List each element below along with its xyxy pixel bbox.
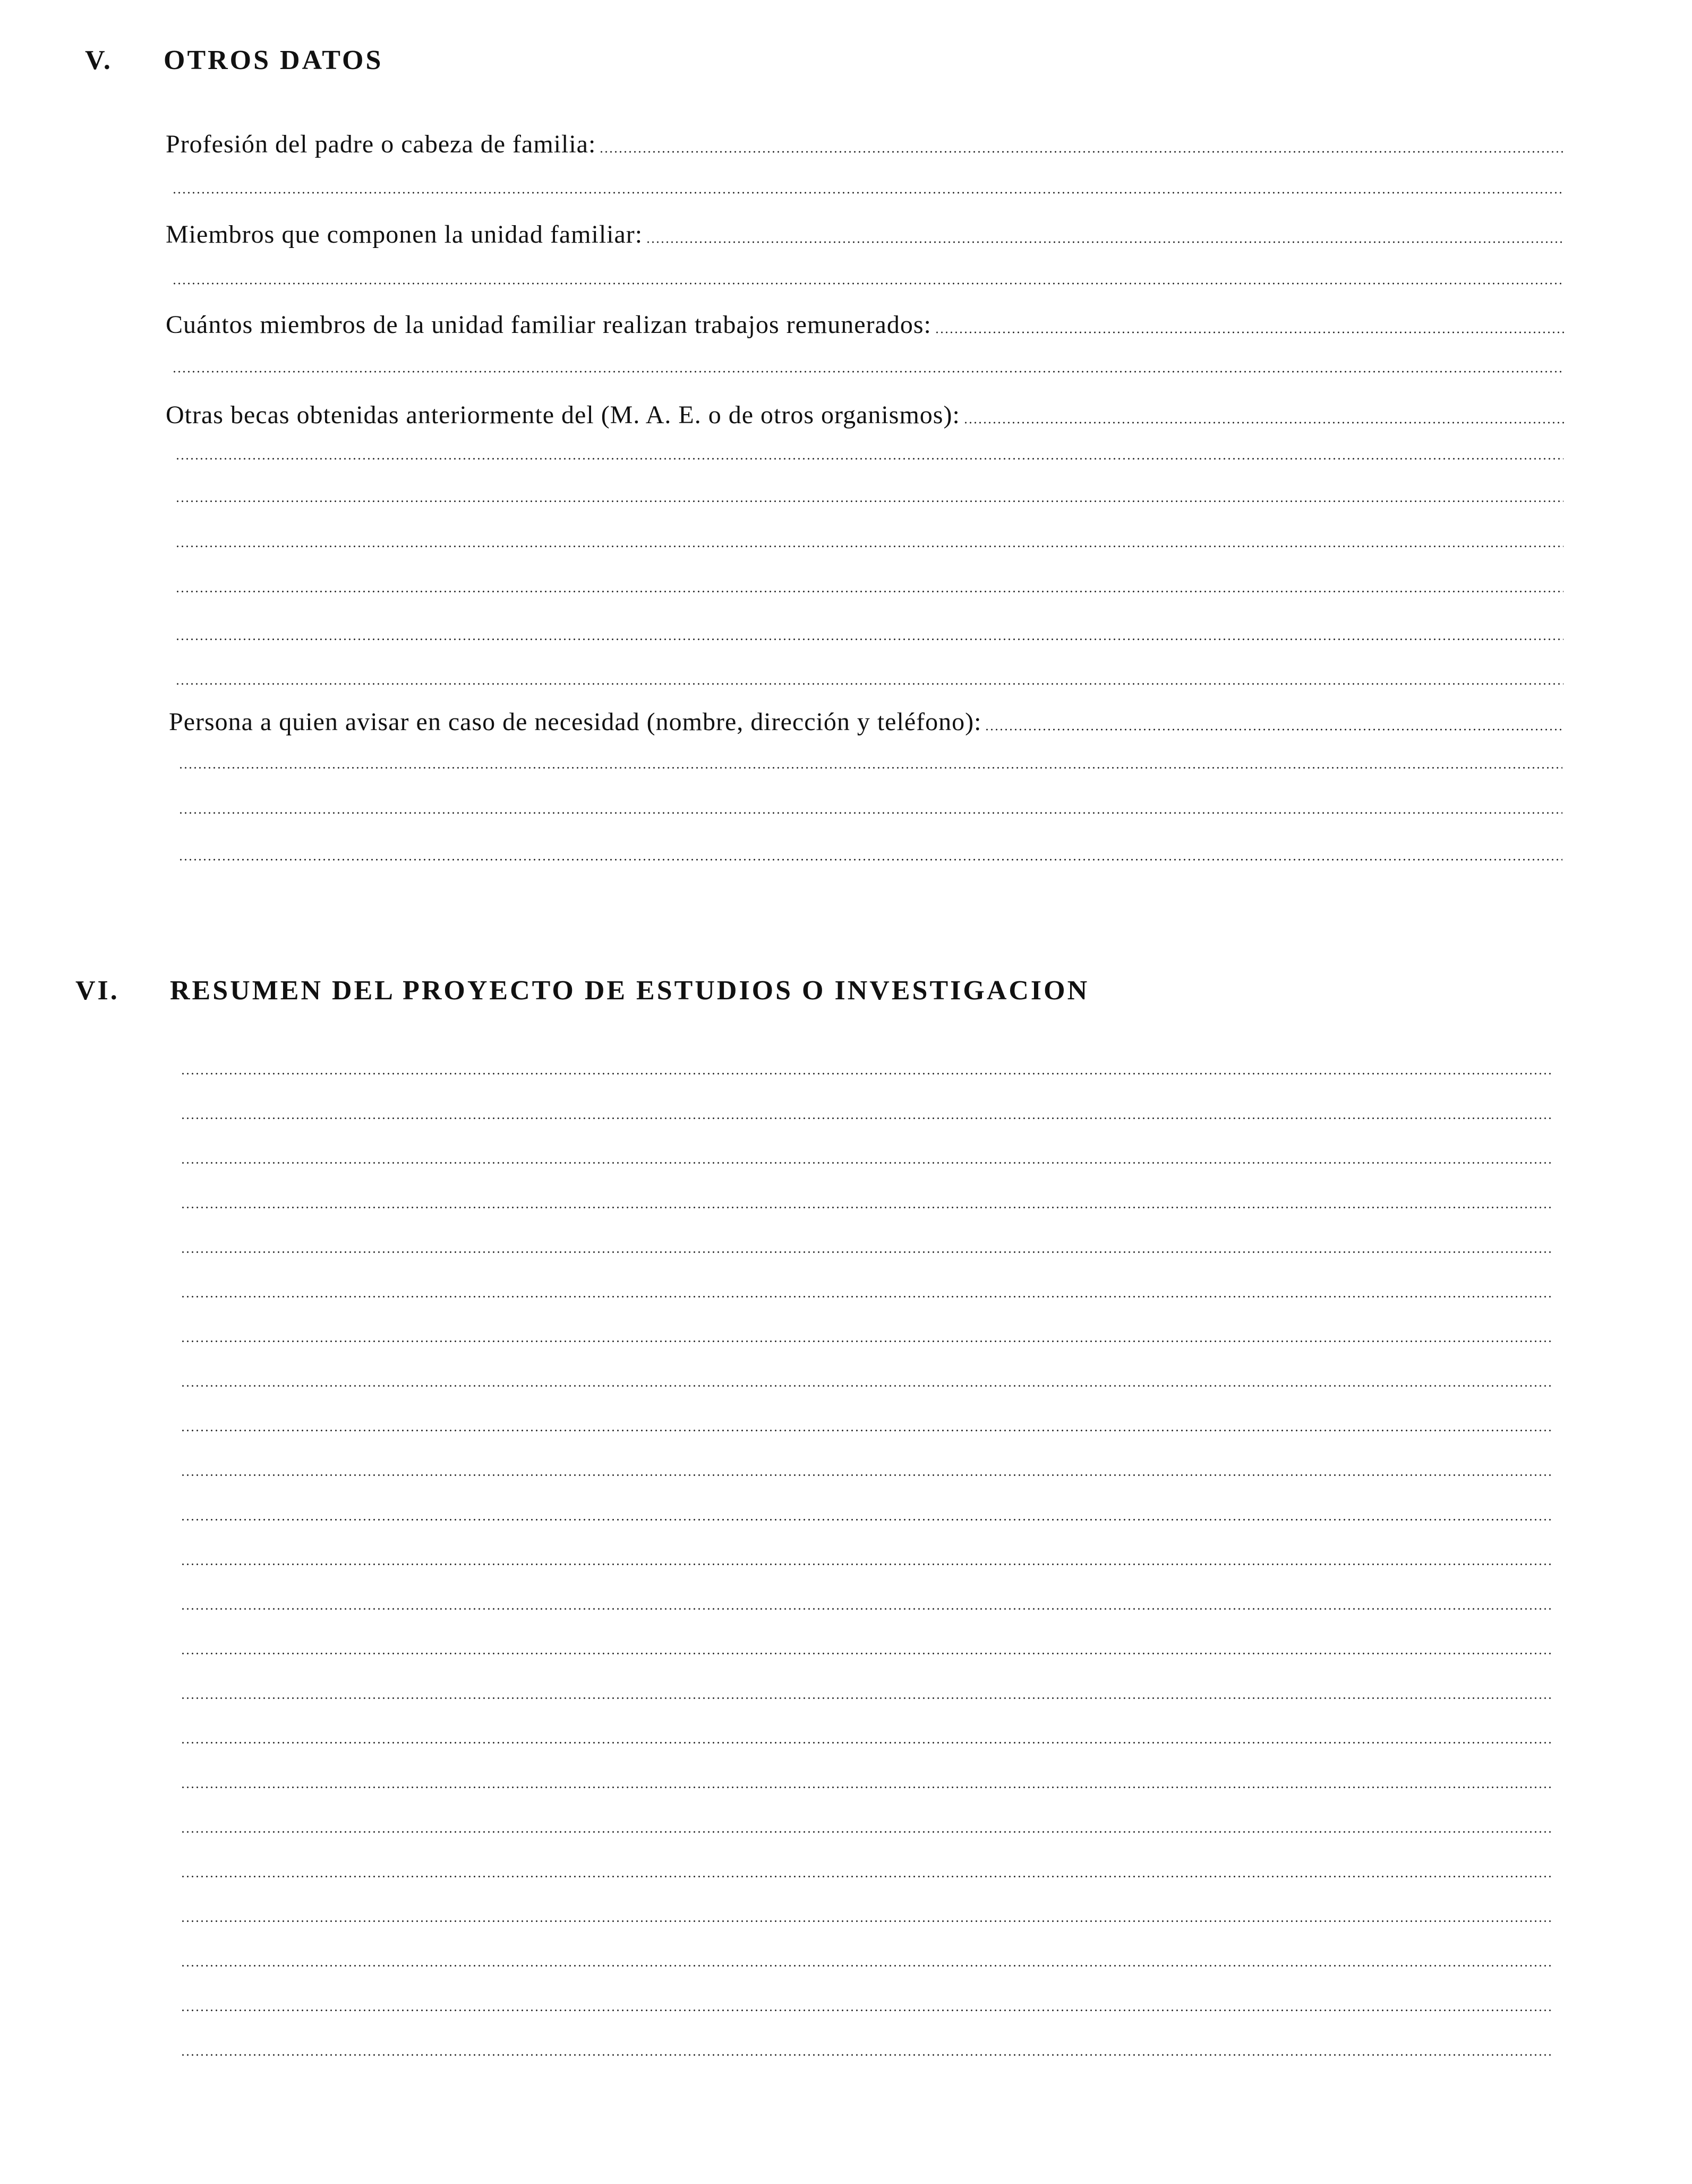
- summary-line[interactable]: [181, 2009, 1553, 2011]
- continuation-line[interactable]: [175, 683, 1563, 685]
- continuation-line[interactable]: [175, 500, 1563, 502]
- continuation-line[interactable]: [178, 812, 1562, 814]
- field-paid-members-fill-line[interactable]: [935, 331, 1565, 333]
- summary-line[interactable]: [181, 1652, 1553, 1655]
- summary-line[interactable]: [181, 1429, 1553, 1432]
- continuation-line[interactable]: [172, 282, 1565, 285]
- continuation-line[interactable]: [178, 767, 1562, 769]
- field-father-profession-fill-line[interactable]: [599, 151, 1565, 153]
- section-vi-title: RESUMEN DEL PROYECTO DE ESTUDIOS O INVESTIGACION: [170, 975, 1090, 1006]
- field-father-profession[interactable]: [166, 127, 1565, 157]
- summary-line[interactable]: [181, 1251, 1553, 1253]
- field-previous-grants-fill-line[interactable]: [963, 422, 1565, 424]
- summary-line[interactable]: [181, 1073, 1553, 1075]
- summary-line[interactable]: [181, 1296, 1553, 1298]
- summary-line[interactable]: [181, 1697, 1553, 1699]
- continuation-line[interactable]: [175, 638, 1563, 640]
- summary-line[interactable]: [181, 1340, 1553, 1342]
- summary-line[interactable]: [181, 1519, 1553, 1521]
- summary-line[interactable]: [181, 1563, 1553, 1565]
- summary-line[interactable]: [181, 1875, 1553, 1878]
- field-family-members[interactable]: [166, 218, 1565, 247]
- field-paid-members[interactable]: [166, 308, 1565, 338]
- summary-writing-area[interactable]: [181, 1062, 1561, 2108]
- summary-line[interactable]: [181, 1965, 1553, 1967]
- field-family-members-label: Miembros que componen la unidad familiar:: [166, 220, 643, 249]
- field-family-members-fill-line[interactable]: [646, 241, 1565, 243]
- summary-line[interactable]: [181, 1742, 1553, 1744]
- section-vi-heading: [75, 977, 1297, 1009]
- summary-line[interactable]: [181, 2054, 1553, 2056]
- summary-line[interactable]: [181, 1831, 1553, 1833]
- field-father-profession-label: Profesión del padre o cabeza de familia:: [166, 130, 596, 158]
- summary-line[interactable]: [181, 1474, 1553, 1476]
- summary-line[interactable]: [181, 1920, 1553, 1922]
- summary-line[interactable]: [181, 1608, 1553, 1610]
- summary-line[interactable]: [181, 1786, 1553, 1788]
- summary-line[interactable]: [181, 1117, 1553, 1119]
- continuation-line[interactable]: [175, 545, 1563, 547]
- section-v-number: V.: [85, 45, 113, 75]
- section-v-title: OTROS DATOS: [164, 45, 383, 75]
- summary-line[interactable]: [181, 1206, 1553, 1209]
- continuation-line[interactable]: [172, 371, 1565, 373]
- summary-line[interactable]: [181, 1162, 1553, 1164]
- field-emergency-contact[interactable]: [169, 705, 1563, 735]
- continuation-line[interactable]: [178, 859, 1562, 861]
- summary-line[interactable]: [181, 1385, 1553, 1387]
- field-emergency-contact-fill-line[interactable]: [985, 729, 1563, 731]
- continuation-line[interactable]: [175, 590, 1563, 593]
- field-paid-members-label: Cuántos miembros de la unidad familiar realizan trabajos remunerados:: [166, 311, 932, 339]
- field-previous-grants-label: Otras becas obtenidas anteriormente del (M. A. E. o de otros organismos):: [166, 401, 960, 429]
- section-v-heading: [85, 47, 563, 79]
- continuation-line[interactable]: [175, 458, 1563, 460]
- field-previous-grants[interactable]: [166, 398, 1565, 428]
- field-emergency-contact-label: Persona a quien avisar en caso de necesidad (nombre, dirección y teléfono):: [169, 708, 982, 736]
- continuation-line[interactable]: [172, 192, 1565, 194]
- section-vi-number: VI.: [75, 975, 119, 1006]
